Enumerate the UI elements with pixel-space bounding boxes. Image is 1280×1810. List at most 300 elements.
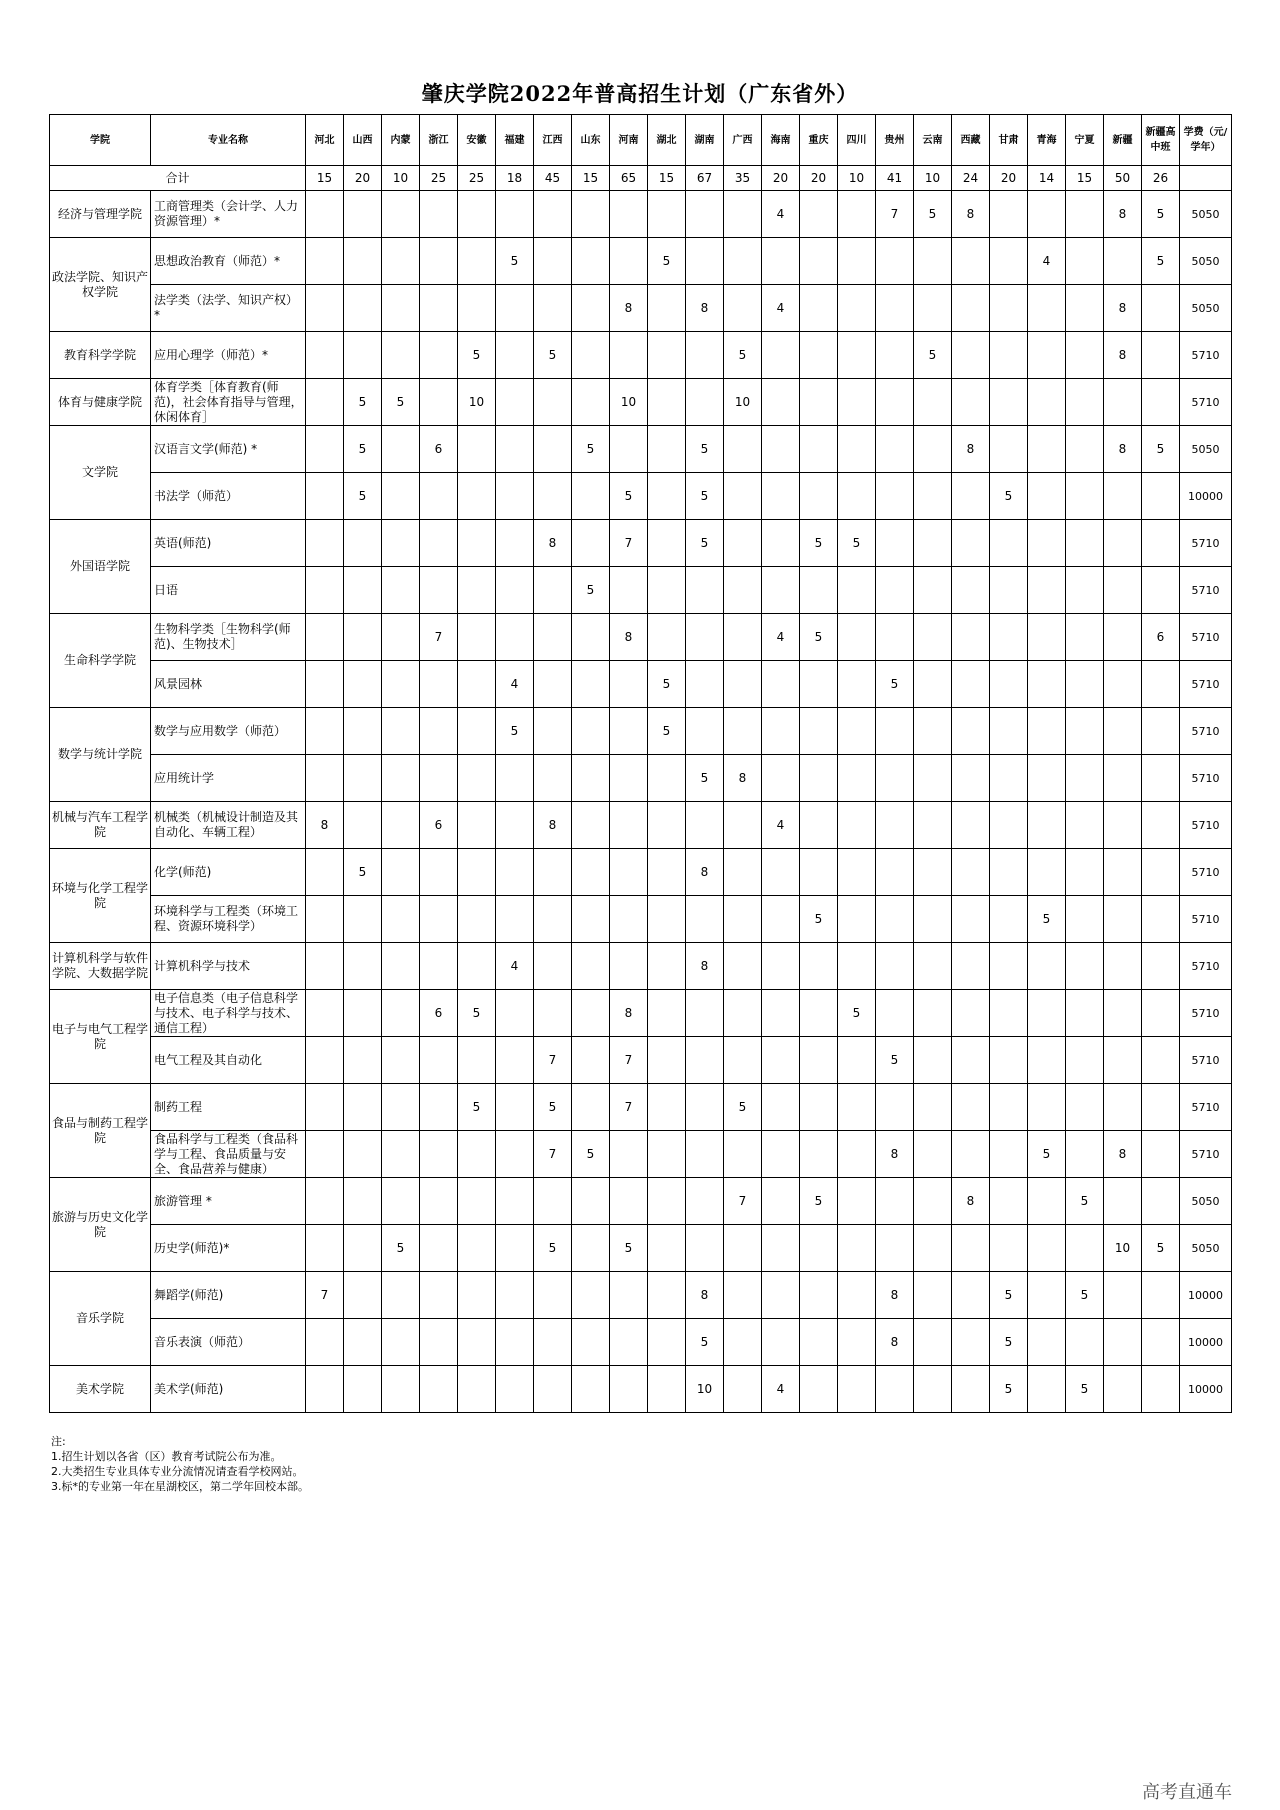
quota-cell <box>876 849 914 896</box>
quota-cell <box>572 191 610 238</box>
quota-cell <box>534 1366 572 1413</box>
quota-cell <box>534 849 572 896</box>
quota-cell <box>800 1131 838 1178</box>
quota-cell <box>1066 1084 1104 1131</box>
fee-cell: 10000 <box>1180 473 1232 520</box>
header-province: 西藏 <box>952 115 990 166</box>
header-province: 河南 <box>610 115 648 166</box>
quota-cell: 5 <box>990 1319 1028 1366</box>
quota-cell <box>952 802 990 849</box>
quota-cell <box>1142 896 1180 943</box>
quota-cell <box>534 473 572 520</box>
quota-cell <box>382 1037 420 1084</box>
quota-cell <box>952 473 990 520</box>
quota-cell <box>1066 473 1104 520</box>
table-row <box>50 1272 1232 1319</box>
major-cell: 数学与应用数学（师范） <box>151 708 306 755</box>
quota-cell <box>344 520 382 567</box>
quota-cell: 7 <box>724 1178 762 1225</box>
quota-cell <box>648 379 686 426</box>
quota-cell <box>534 1272 572 1319</box>
quota-cell: 5 <box>344 379 382 426</box>
quota-cell: 8 <box>1104 332 1142 379</box>
quota-cell: 5 <box>534 332 572 379</box>
quota-cell <box>344 1225 382 1272</box>
quota-cell <box>838 567 876 614</box>
quota-cell <box>800 802 838 849</box>
quota-cell <box>800 426 838 473</box>
quota-cell <box>876 943 914 990</box>
quota-cell <box>1066 332 1104 379</box>
quota-cell <box>686 990 724 1037</box>
quota-cell <box>876 1178 914 1225</box>
quota-cell <box>876 802 914 849</box>
total-cell: 35 <box>724 166 762 191</box>
quota-cell <box>306 520 344 567</box>
quota-cell <box>610 567 648 614</box>
quota-cell <box>1104 379 1142 426</box>
quota-cell <box>572 849 610 896</box>
quota-cell <box>800 661 838 708</box>
quota-cell <box>876 1366 914 1413</box>
quota-cell <box>1028 473 1066 520</box>
quota-cell <box>458 802 496 849</box>
quota-cell <box>420 1319 458 1366</box>
major-cell: 体育学类［体育教育(师范)，社会体育指导与管理，休闲体育］ <box>151 379 306 426</box>
quota-cell <box>1142 285 1180 332</box>
quota-cell <box>876 1084 914 1131</box>
quota-cell <box>724 285 762 332</box>
quota-cell <box>724 1037 762 1084</box>
note-item: 1.招生计划以各省（区）教育考试院公布为准。 <box>51 1450 282 1463</box>
quota-cell: 10 <box>1104 1225 1142 1272</box>
quota-cell <box>572 1225 610 1272</box>
table-row <box>50 1131 1232 1178</box>
quota-cell <box>382 943 420 990</box>
quota-cell <box>306 191 344 238</box>
quota-cell <box>306 1225 344 1272</box>
quota-cell <box>876 990 914 1037</box>
quota-cell: 5 <box>686 473 724 520</box>
quota-cell <box>838 614 876 661</box>
quota-cell <box>496 520 534 567</box>
major-cell: 应用统计学 <box>151 755 306 802</box>
quota-cell <box>952 849 990 896</box>
quota-cell <box>534 238 572 285</box>
header-province: 云南 <box>914 115 952 166</box>
quota-cell <box>800 285 838 332</box>
quota-cell <box>1104 708 1142 755</box>
quota-cell <box>1066 1319 1104 1366</box>
quota-cell <box>1066 1037 1104 1084</box>
quota-cell <box>572 473 610 520</box>
quota-cell <box>382 1084 420 1131</box>
quota-cell <box>838 473 876 520</box>
quota-cell <box>420 238 458 285</box>
quota-cell <box>344 567 382 614</box>
quota-cell <box>1028 614 1066 661</box>
header-province: 湖南 <box>686 115 724 166</box>
quota-cell <box>762 849 800 896</box>
quota-cell <box>914 520 952 567</box>
quota-cell <box>838 191 876 238</box>
quota-cell <box>876 520 914 567</box>
fee-cell: 5710 <box>1180 755 1232 802</box>
quota-cell <box>458 896 496 943</box>
quota-cell <box>648 285 686 332</box>
quota-cell <box>648 1319 686 1366</box>
quota-cell <box>1142 1272 1180 1319</box>
quota-cell <box>344 1131 382 1178</box>
quota-cell <box>724 661 762 708</box>
quota-cell <box>952 708 990 755</box>
quota-cell <box>838 1366 876 1413</box>
quota-cell <box>534 755 572 802</box>
quota-cell <box>990 896 1028 943</box>
table-row <box>50 708 1232 755</box>
quota-cell: 8 <box>876 1319 914 1366</box>
quota-cell <box>610 238 648 285</box>
quota-cell <box>914 1084 952 1131</box>
quota-cell: 8 <box>952 191 990 238</box>
quota-cell <box>382 661 420 708</box>
total-cell: 20 <box>344 166 382 191</box>
quota-cell <box>762 1084 800 1131</box>
college-cell: 外国语学院 <box>50 520 151 614</box>
quota-cell <box>382 191 420 238</box>
quota-cell <box>610 1319 648 1366</box>
major-cell: 计算机科学与技术 <box>151 943 306 990</box>
header-province: 海南 <box>762 115 800 166</box>
quota-cell <box>1028 1084 1066 1131</box>
quota-cell: 5 <box>1028 896 1066 943</box>
quota-cell <box>458 238 496 285</box>
quota-cell: 5 <box>610 473 648 520</box>
quota-cell <box>1104 1272 1142 1319</box>
quota-cell <box>306 1178 344 1225</box>
quota-cell <box>952 1084 990 1131</box>
quota-cell <box>724 191 762 238</box>
quota-cell <box>838 1084 876 1131</box>
total-cell: 15 <box>306 166 344 191</box>
quota-cell <box>952 1366 990 1413</box>
quota-cell <box>990 1225 1028 1272</box>
quota-cell: 5 <box>1028 1131 1066 1178</box>
quota-cell: 5 <box>344 849 382 896</box>
quota-cell <box>420 1272 458 1319</box>
quota-cell <box>534 614 572 661</box>
quota-cell <box>1142 990 1180 1037</box>
quota-cell: 8 <box>876 1131 914 1178</box>
table-row <box>50 473 1232 520</box>
quota-cell <box>724 990 762 1037</box>
quota-cell <box>458 708 496 755</box>
quota-cell <box>1028 1319 1066 1366</box>
quota-cell <box>952 1272 990 1319</box>
major-cell: 旅游管理 * <box>151 1178 306 1225</box>
total-cell: 67 <box>686 166 724 191</box>
fee-cell: 5050 <box>1180 191 1232 238</box>
quota-cell <box>762 990 800 1037</box>
quota-cell <box>838 943 876 990</box>
quota-cell: 4 <box>762 1366 800 1413</box>
quota-cell <box>914 1366 952 1413</box>
quota-cell: 5 <box>458 990 496 1037</box>
quota-cell <box>344 238 382 285</box>
quota-cell <box>952 567 990 614</box>
total-cell: 15 <box>572 166 610 191</box>
quota-cell <box>382 332 420 379</box>
quota-cell <box>534 567 572 614</box>
quota-cell <box>1066 614 1104 661</box>
quota-cell: 6 <box>420 802 458 849</box>
quota-cell <box>610 661 648 708</box>
major-cell: 食品科学与工程类（食品科学与工程、食品质量与安全、食品营养与健康） <box>151 1131 306 1178</box>
quota-cell <box>762 661 800 708</box>
quota-cell <box>648 520 686 567</box>
quota-cell <box>686 802 724 849</box>
quota-cell <box>1142 1131 1180 1178</box>
quota-cell <box>762 1319 800 1366</box>
quota-cell <box>800 708 838 755</box>
quota-cell <box>458 755 496 802</box>
quota-cell <box>1142 708 1180 755</box>
quota-cell <box>1142 849 1180 896</box>
watermark-text: 高考直通车 <box>1142 1782 1232 1803</box>
quota-cell <box>800 755 838 802</box>
quota-cell <box>1028 567 1066 614</box>
header-row <box>50 115 1232 166</box>
quota-cell <box>914 285 952 332</box>
quota-cell <box>496 1319 534 1366</box>
quota-cell: 8 <box>1104 1131 1142 1178</box>
enrollment-plan-table <box>49 114 1232 1413</box>
table-row <box>50 896 1232 943</box>
table-row <box>50 614 1232 661</box>
quota-cell <box>648 1225 686 1272</box>
quota-cell <box>838 1225 876 1272</box>
quota-cell <box>458 1225 496 1272</box>
quota-cell: 4 <box>496 943 534 990</box>
quota-cell <box>1066 943 1104 990</box>
quota-cell <box>838 238 876 285</box>
quota-cell: 8 <box>952 426 990 473</box>
major-cell: 日语 <box>151 567 306 614</box>
quota-cell <box>1104 1084 1142 1131</box>
quota-cell <box>876 614 914 661</box>
quota-cell <box>382 802 420 849</box>
quota-cell <box>1066 990 1104 1037</box>
quota-cell <box>344 943 382 990</box>
quota-cell <box>420 1131 458 1178</box>
header-province: 重庆 <box>800 115 838 166</box>
quota-cell <box>1104 614 1142 661</box>
quota-cell <box>1104 802 1142 849</box>
quota-cell: 6 <box>1142 614 1180 661</box>
quota-cell <box>1066 661 1104 708</box>
fee-cell: 10000 <box>1180 1272 1232 1319</box>
quota-cell <box>306 943 344 990</box>
quota-cell <box>496 1366 534 1413</box>
quota-cell <box>496 191 534 238</box>
quota-cell: 5 <box>800 520 838 567</box>
header-province: 安徽 <box>458 115 496 166</box>
quota-cell <box>648 1131 686 1178</box>
quota-cell: 5 <box>1142 1225 1180 1272</box>
quota-cell <box>344 661 382 708</box>
quota-cell: 10 <box>724 379 762 426</box>
college-cell: 电子与电气工程学院 <box>50 990 151 1084</box>
quota-cell <box>1142 1084 1180 1131</box>
quota-cell <box>1142 755 1180 802</box>
quota-cell <box>838 896 876 943</box>
total-cell: 45 <box>534 166 572 191</box>
major-cell: 电子信息类（电子信息科学与技术、电子科学与技术、通信工程） <box>151 990 306 1037</box>
quota-cell <box>1142 1319 1180 1366</box>
quota-cell <box>496 332 534 379</box>
table-row <box>50 332 1232 379</box>
quota-cell <box>800 1037 838 1084</box>
quota-cell <box>762 896 800 943</box>
total-cell: 15 <box>1066 166 1104 191</box>
quota-cell <box>724 473 762 520</box>
quota-cell <box>420 755 458 802</box>
quota-cell <box>724 1225 762 1272</box>
quota-cell <box>648 567 686 614</box>
quota-cell: 8 <box>686 285 724 332</box>
quota-cell <box>344 990 382 1037</box>
quota-cell <box>838 755 876 802</box>
quota-cell <box>762 1178 800 1225</box>
quota-cell <box>648 614 686 661</box>
quota-cell: 5 <box>648 661 686 708</box>
quota-cell <box>458 661 496 708</box>
header-major: 专业名称 <box>151 115 306 166</box>
quota-cell <box>1028 1178 1066 1225</box>
quota-cell <box>1066 849 1104 896</box>
header-province: 湖北 <box>648 115 686 166</box>
quota-cell <box>914 379 952 426</box>
quota-cell: 5 <box>838 990 876 1037</box>
quota-cell <box>1066 238 1104 285</box>
quota-cell <box>572 802 610 849</box>
quota-cell <box>724 1319 762 1366</box>
quota-cell <box>1066 426 1104 473</box>
fee-cell: 5710 <box>1180 1084 1232 1131</box>
major-cell: 思想政治教育（师范）* <box>151 238 306 285</box>
quota-cell <box>610 191 648 238</box>
quota-cell <box>724 426 762 473</box>
table-row <box>50 661 1232 708</box>
quota-cell <box>572 1319 610 1366</box>
quota-cell: 8 <box>610 990 648 1037</box>
quota-cell <box>420 520 458 567</box>
quota-cell <box>990 567 1028 614</box>
quota-cell <box>800 990 838 1037</box>
major-cell: 制药工程 <box>151 1084 306 1131</box>
table-row <box>50 849 1232 896</box>
quota-cell <box>344 708 382 755</box>
quota-cell <box>990 849 1028 896</box>
quota-cell <box>800 1319 838 1366</box>
fee-cell: 5710 <box>1180 943 1232 990</box>
quota-cell: 10 <box>686 1366 724 1413</box>
quota-cell <box>1066 1225 1104 1272</box>
quota-cell <box>458 285 496 332</box>
quota-cell: 4 <box>1028 238 1066 285</box>
quota-cell <box>1028 520 1066 567</box>
quota-cell <box>648 990 686 1037</box>
quota-cell: 5 <box>990 473 1028 520</box>
quota-cell: 8 <box>1104 426 1142 473</box>
page-title: 肇庆学院2022年普高招生计划（广东省外） <box>421 81 859 106</box>
quota-cell <box>800 238 838 285</box>
quota-cell <box>724 1272 762 1319</box>
quota-cell <box>458 943 496 990</box>
table-row <box>50 1225 1232 1272</box>
quota-cell <box>344 285 382 332</box>
quota-cell <box>344 1037 382 1084</box>
quota-cell <box>382 426 420 473</box>
quota-cell <box>1028 1225 1066 1272</box>
quota-cell <box>990 1131 1028 1178</box>
quota-cell <box>990 614 1028 661</box>
quota-cell <box>686 1037 724 1084</box>
quota-cell <box>838 1131 876 1178</box>
table-row <box>50 1037 1232 1084</box>
quota-cell <box>534 1178 572 1225</box>
quota-cell <box>306 426 344 473</box>
fee-cell: 10000 <box>1180 1319 1232 1366</box>
quota-cell: 4 <box>762 191 800 238</box>
college-cell: 食品与制药工程学院 <box>50 1084 151 1178</box>
table-row <box>50 990 1232 1037</box>
quota-cell: 8 <box>306 802 344 849</box>
quota-cell <box>306 379 344 426</box>
quota-cell: 5 <box>458 1084 496 1131</box>
quota-cell: 5 <box>648 708 686 755</box>
major-cell: 英语(师范) <box>151 520 306 567</box>
quota-cell <box>534 191 572 238</box>
quota-cell <box>1028 426 1066 473</box>
quota-cell <box>1104 238 1142 285</box>
quota-cell <box>648 473 686 520</box>
quota-cell <box>914 708 952 755</box>
quota-cell <box>610 943 648 990</box>
header-province: 河北 <box>306 115 344 166</box>
table-row <box>50 1178 1232 1225</box>
quota-cell <box>990 332 1028 379</box>
quota-cell <box>534 1319 572 1366</box>
quota-cell <box>952 943 990 990</box>
quota-cell <box>1104 943 1142 990</box>
quota-cell <box>1066 285 1104 332</box>
quota-cell <box>914 1272 952 1319</box>
total-label: 合计 <box>50 166 306 191</box>
total-cell: 25 <box>420 166 458 191</box>
quota-cell <box>496 379 534 426</box>
quota-cell <box>496 1037 534 1084</box>
quota-cell <box>990 708 1028 755</box>
quota-cell <box>914 849 952 896</box>
quota-cell <box>458 1131 496 1178</box>
quota-cell <box>306 614 344 661</box>
quota-cell <box>990 802 1028 849</box>
quota-cell <box>1066 567 1104 614</box>
quota-cell <box>648 1084 686 1131</box>
total-cell: 65 <box>610 166 648 191</box>
quota-cell <box>496 849 534 896</box>
